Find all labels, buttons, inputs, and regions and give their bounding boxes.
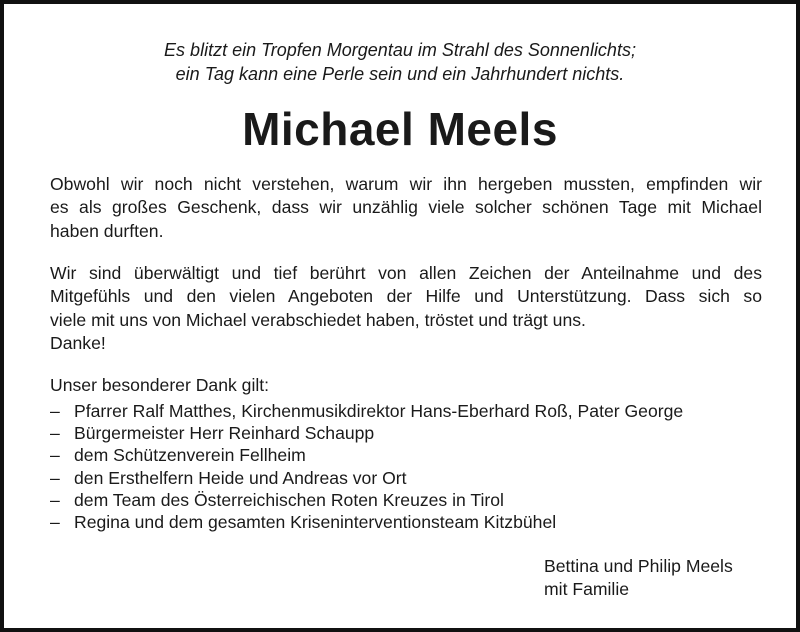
list-item-text: Pfarrer Ralf Matthes, Kirchenmusikdirektor Hans-Eberhard Roß, Pater George	[74, 401, 684, 421]
list-item	[50, 400, 770, 422]
thanks-intro-text: Unser besonderer Dank gilt:	[50, 375, 270, 395]
motto-line: ein Tag kann eine Perle sein und ein Jahrhundert nichts.	[175, 64, 625, 84]
list-item	[50, 489, 770, 511]
dash-bullet: –	[50, 445, 60, 466]
dash-bullet: –	[50, 423, 60, 444]
paragraph-condolences	[50, 262, 762, 356]
dash-bullet: –	[50, 401, 60, 421]
paragraph-line: viele mit uns von Michael verabschiedet haben, tröstet und trägt uns.	[50, 309, 586, 330]
paragraph-line: Mitgefühls und den vielen Angeboten der Hilfe und Unterstützung. Dass sich so	[50, 286, 762, 307]
motto-verse	[4, 38, 796, 86]
paragraph-line: es als großes Geschenk, dass wir unzählig viele solcher schönen Tage mit Michael	[50, 197, 762, 218]
list-item-text: Regina und dem gesamten Kriseninterventionsteam Kitzbühel	[74, 512, 557, 533]
deceased-name: Michael Meels	[242, 103, 558, 155]
list-item	[50, 444, 770, 466]
signature-family: mit Familie	[544, 579, 630, 599]
paragraph-gratitude	[50, 173, 762, 243]
signature	[544, 555, 733, 601]
dash-bullet: –	[50, 489, 60, 510]
list-item	[50, 511, 770, 533]
paragraph-line: Obwohl wir noch nicht verstehen, warum wir ihn hergeben mussten, empfinden wir	[50, 174, 762, 194]
list-item-text: den Ersthelfern Heide und Andreas vor Ort	[74, 467, 407, 488]
dash-bullet: –	[50, 512, 60, 533]
paragraph-line: Wir sind überwältigt und tief berührt von allen Zeichen der Anteilnahme und des	[50, 263, 762, 283]
motto-line: Es blitzt ein Tropfen Morgentau im Strahl des Sonnenlichts;	[164, 40, 636, 60]
list-item	[50, 422, 770, 444]
list-item-text: Bürgermeister Herr Reinhard Schaupp	[74, 423, 375, 444]
list-item	[50, 467, 770, 489]
thanks-list	[50, 400, 770, 533]
list-item-text: dem Team des Österreichischen Roten Kreuzes in Tirol	[74, 489, 504, 510]
paragraph-line: Danke!	[50, 333, 106, 354]
signature-names: Bettina und Philip Meels	[544, 556, 733, 576]
list-item-text: dem Schützenverein Fellheim	[74, 445, 306, 466]
paragraph-line: haben durften.	[50, 220, 164, 241]
dash-bullet: –	[50, 467, 60, 488]
thanks-intro	[50, 374, 762, 397]
